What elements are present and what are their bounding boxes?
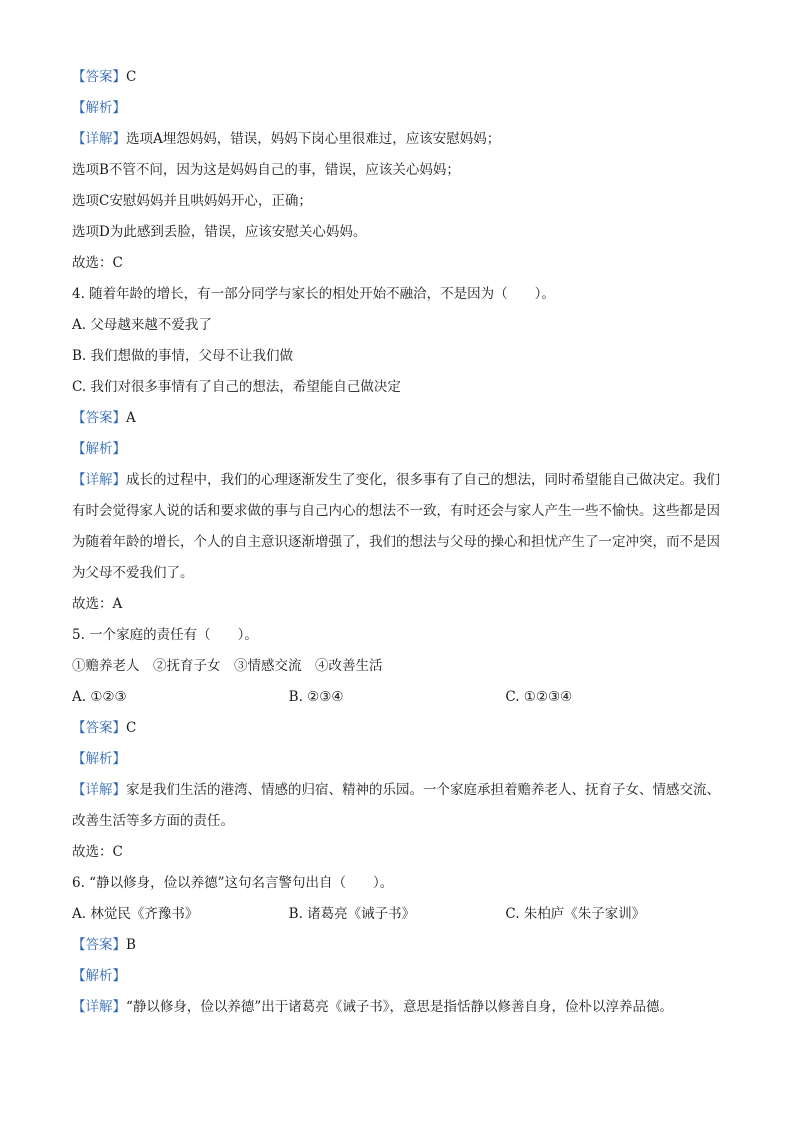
labeled-line — [72, 93, 722, 124]
answer-option: B. 诸葛亮《诫子书》 — [288, 906, 416, 922]
line-text: A — [126, 410, 136, 426]
labeled-line — [72, 961, 722, 992]
labeled-line — [72, 465, 722, 589]
line-text: C — [126, 720, 137, 736]
text-line: 选项D为此感到丢脸，错误，应该安慰关心妈妈。 — [72, 224, 367, 240]
section-tag: 【解析】 — [72, 751, 126, 767]
section-tag: 【解析】 — [72, 968, 126, 984]
text-line: C. 我们对很多事情有了自己的想法，希望能自己做决定 — [72, 379, 401, 395]
text-line: ①赡养老人 ②抚育子女 ③情感交流 ④改善生活 — [72, 658, 383, 674]
labeled-line — [72, 775, 722, 837]
text-line: 选项B不管不问，因为这是妈妈自己的事，错误，应该关心妈妈； — [72, 162, 460, 178]
line-text: “静以修身，俭以养德”出于诸葛亮《诫子书》，意思是指恬静以修善自身，俭朴以淳养品德。 — [126, 999, 674, 1015]
text-line: 6. “静以修身，俭以养德”这句名言警句出自（ ）。 — [72, 875, 394, 891]
section-tag: 【答案】 — [72, 720, 126, 736]
document-page — [72, 62, 722, 1023]
answer-option: C. ①②③④ — [505, 689, 573, 705]
line-text: 选项A埋怨妈妈，错误，妈妈下岗心里很难过，应该安慰妈妈； — [126, 131, 501, 147]
section-tag: 【详解】 — [72, 999, 126, 1015]
answer-option: A. ①②③ — [72, 689, 127, 705]
line-text: 家是我们生活的港湾、情感的归宿、精神的乐园。一个家庭承担着赡养老人、抚育子女、情感交流、改善生活等多方面的责任。 — [72, 782, 720, 829]
answer-options-row — [72, 682, 722, 713]
labeled-line — [72, 434, 722, 465]
text-line: 5. 一个家庭的责任有（ ）。 — [72, 627, 258, 643]
section-tag: 【答案】 — [72, 937, 126, 953]
text-line: 选项C安慰妈妈并且哄妈妈开心，正确； — [72, 193, 312, 209]
section-tag: 【详解】 — [72, 472, 126, 488]
labeled-line — [72, 930, 722, 961]
line-text: C — [126, 69, 137, 85]
labeled-line — [72, 403, 722, 434]
section-tag: 【解析】 — [72, 441, 126, 457]
answer-options-row — [72, 899, 722, 930]
labeled-line — [72, 62, 722, 93]
text-line: A. 父母越来越不爱我了 — [72, 317, 212, 333]
answer-option: A. 林觉民《齐豫书》 — [72, 906, 199, 922]
section-tag: 【答案】 — [72, 410, 126, 426]
answer-option: B. ②③④ — [288, 689, 344, 705]
text-line: 故选：C — [72, 255, 123, 271]
section-tag: 【详解】 — [72, 782, 126, 798]
answer-option: C. 朱柏庐《朱子家训》 — [505, 906, 646, 922]
labeled-line — [72, 713, 722, 744]
labeled-line — [72, 124, 722, 155]
section-tag: 【详解】 — [72, 131, 126, 147]
section-tag: 【解析】 — [72, 100, 126, 116]
section-tag: 【答案】 — [72, 69, 126, 85]
text-line: 故选：C — [72, 844, 123, 860]
labeled-line — [72, 992, 722, 1023]
line-text: 成长的过程中，我们的心理逐渐发生了变化，很多事有了自己的想法，同时希望能自己做决定。我们有时会觉得家人说的话和要求做的事与自己内心的想法不一致，有时还会与家人产生一些不愉快。这些都是因为随着年龄的增长，个人的自主意识逐渐增强了，我们的想法与父母的操心和担忧产生了一定冲突，而不是因为父母不爱我们了。 — [72, 472, 720, 581]
line-text: B — [126, 937, 136, 953]
text-line: B. 我们想做的事情，父母不让我们做 — [72, 348, 294, 364]
text-line: 4. 随着年龄的增长，有一部分同学与家长的相处开始不融洽，不是因为（ ）。 — [72, 286, 555, 302]
labeled-line — [72, 744, 722, 775]
text-line: 故选：A — [72, 596, 123, 612]
